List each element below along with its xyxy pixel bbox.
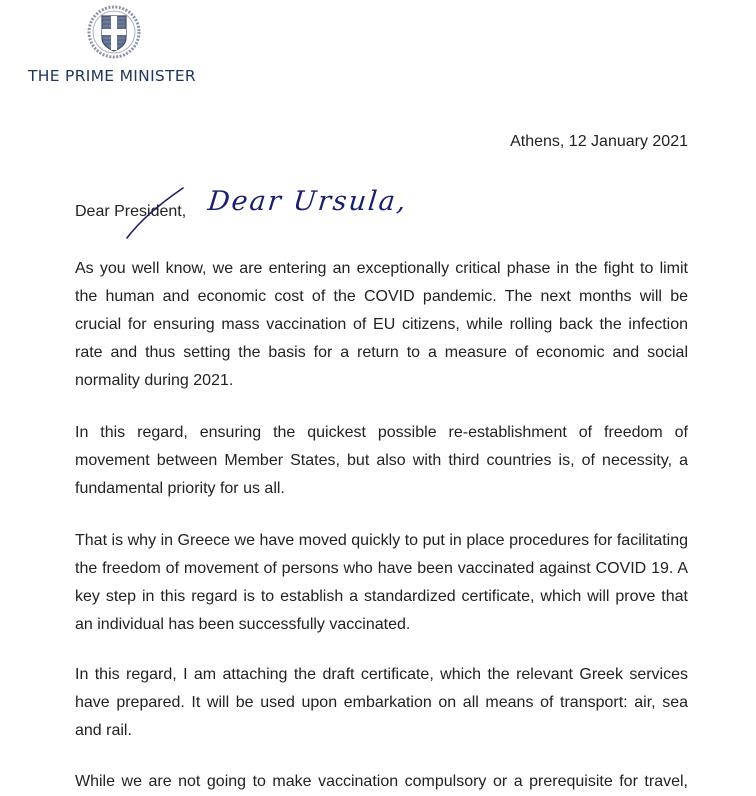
- printed-salutation: Dear President,: [75, 203, 187, 220]
- paragraph: While we are not going to make vaccination compulsory or a prerequisite for travel,: [75, 773, 688, 790]
- paragraph: In this regard, ensuring the quickest possible re-establishment of freedom of movement between Member States, but also with third countries is, of necessity, a fundamental priority for us all.: [75, 424, 688, 497]
- handwritten-salutation: Dear Ursula,: [206, 186, 410, 217]
- office-title: THE PRIME MINISTER: [28, 67, 197, 85]
- handwritten-strikethrough: [125, 186, 185, 240]
- date-line: Athens, 12 January 2021: [510, 133, 688, 150]
- paragraph: In this regard, I am attaching the draft certificate, which the relevant Greek services have prepared. It will be used upon embarkation on all means of transport: air, sea and rail.: [75, 666, 688, 739]
- greek-coat-of-arms-icon: [86, 4, 142, 60]
- paragraph: As you well know, we are entering an exceptionally critical phase in the fight to limit the human and economic cost of the COVID pandemic. The next months will be crucial for ensuring mass vaccination of EU citizens, while rolling back the infection rate and thus setting the basis for a return to a measure of economic and social normality during 2021.: [75, 260, 688, 389]
- paragraph: That is why in Greece we have moved quickly to put in place procedures for facilitating the freedom of movement of persons who have been vaccinated against COVID 19. A key step in this regard is to establish a standardized certificate, which will prove that an individual has been successfully vaccinated.: [75, 532, 688, 633]
